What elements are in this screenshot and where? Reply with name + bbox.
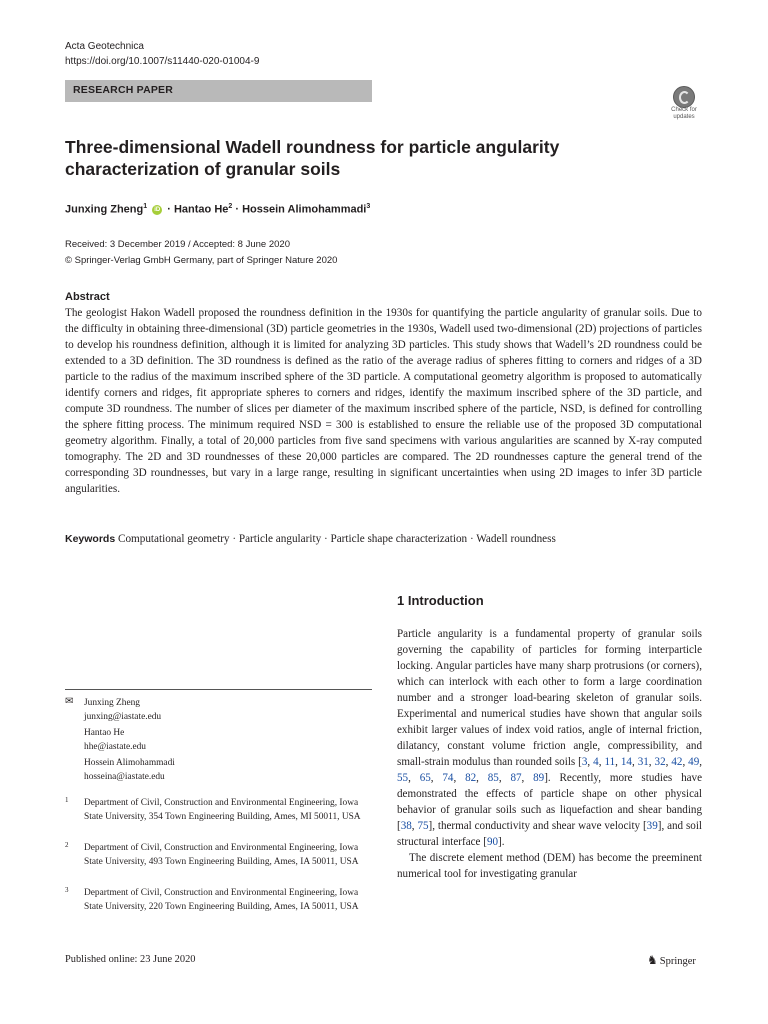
contact-entry: [84, 726, 374, 754]
citation-link[interactable]: 74: [442, 772, 454, 784]
keywords-label: Keywords: [65, 533, 116, 545]
citation-link[interactable]: 65: [419, 772, 431, 784]
doi-link[interactable]: https://doi.org/10.1007/s11440-020-01004-9: [65, 56, 260, 67]
contact-entry: [84, 756, 374, 784]
citation-link[interactable]: 42: [671, 756, 683, 768]
citation-link[interactable]: 55: [397, 772, 409, 784]
affiliation-text: Department of Civil, Construction and Environmental Engineering, Iowa State University, 493 Town Engineering Building, Ames, IA 50011, USA: [84, 843, 359, 867]
received-dates: Received: 3 December 2019 / Accepted: 8 June 2020: [65, 239, 290, 250]
check-for-updates-label: Check for updates: [671, 107, 697, 120]
author-name[interactable]: Junxing Zheng: [65, 203, 144, 216]
citation-link[interactable]: 75: [417, 820, 429, 832]
intro-text-run: . Recently, more studies have demonstrated the effects of particle shape on other physical behavior of granular soils such as liquefaction and shear banding: [397, 772, 703, 816]
citation-link[interactable]: 39: [646, 820, 658, 832]
intro-text-run: , thermal conductivity and shear wave velocity: [432, 820, 641, 832]
check-for-updates-icon: [673, 86, 695, 108]
citation-link[interactable]: 85: [487, 772, 499, 784]
published-date: Published online: 23 June 2020: [65, 954, 196, 965]
introduction-text: [397, 626, 702, 882]
author-affil-marker: 1: [143, 203, 148, 210]
citation-link[interactable]: 38: [400, 820, 412, 832]
affiliation-number: 1: [65, 796, 69, 804]
affiliation-text: Department of Civil, Construction and Environmental Engineering, Iowa State University, 220 Town Engineering Building, Ames, IA 50011, USA: [84, 888, 359, 912]
journal-name: Acta Geotechnica: [65, 41, 144, 52]
citation-link[interactable]: 49: [688, 756, 700, 768]
springer-horse-icon: ♞: [647, 953, 658, 967]
affiliation-number: 3: [65, 886, 69, 894]
intro-text-run: .: [501, 836, 505, 848]
section-heading-introduction: 1 Introduction: [397, 593, 484, 608]
keywords-list: Computational geometry · Particle angularity · Particle shape characterization · Wadell roundness: [117, 533, 556, 545]
contact-entry: [84, 696, 374, 724]
contact-email[interactable]: hosseina@iastate.edu: [84, 772, 165, 782]
intro-text-run: , and soil structural interface: [397, 820, 702, 848]
contact-email[interactable]: hhe@iastate.edu: [84, 742, 146, 752]
publisher-logo: [647, 953, 696, 968]
author-name[interactable]: Hossein Alimohammadi: [242, 203, 367, 216]
article-type-banner: [65, 80, 372, 102]
author-list: Junxing Zheng$^1$ iD · Hantao $He^2$ · Hossein Alimohammadi$^3$: [65, 203, 371, 216]
check-for-updates-badge[interactable]: [665, 86, 703, 124]
citation-link[interactable]: 11: [604, 756, 616, 768]
citation-group: [647, 820, 658, 832]
citation-group: [487, 836, 498, 848]
citation-link[interactable]: 90: [486, 836, 499, 848]
copyright-line: © Springer-Verlag GmbH Germany, part of Springer Nature 2020: [65, 255, 338, 266]
citation-group: 38, 75: [400, 820, 429, 832]
citation-link[interactable]: 3: [581, 756, 588, 768]
citation-group: 3, 4, 11, 14, 31, 32, 42, 49, 55, 65, 74, 82, 85, 87, 89: [397, 756, 703, 784]
citation-link[interactable]: 87: [510, 772, 522, 784]
orcid-icon[interactable]: iD: [154, 206, 161, 213]
intro-paragraph: The discrete element method (DEM) has become the preeminent numerical tool for investigating granular: [397, 852, 702, 880]
citation-link[interactable]: 89: [533, 772, 545, 784]
article-type-label: RESEARCH PAPER: [73, 84, 174, 96]
author-name[interactable]: Hantao He: [173, 203, 229, 216]
affiliation-text: Department of Civil, Construction and Environmental Engineering, Iowa State University, 354 Town Engineering Building, Ames, MI 50011, USA: [84, 798, 361, 822]
citation-link[interactable]: 82: [465, 772, 477, 784]
article-title: Three-dimensional Wadell roundness for particle angularity characterization of granular soils: [65, 137, 560, 179]
contact-email[interactable]: junxing@iastate.edu: [84, 712, 162, 722]
intro-paragraph: Particle angularity is a fundamental property of granular soils governing the capability of particles for forming interparticle locking. Angular particles have many sharp protrusions (or corners), which can interlock with each other to form a large coordination number and a stronger load-bearing skeleton of granular soils. Experimental and numerical studies have shown that angular soils exhibit larger values of index void ratios, angle of internal friction, dilatancy, constant volume friction angle, compressibility, and small-strain modulus than rounded soils [3, 4, 11, 14, 31, 32, 42, 49, 55, 65, 74, 82, 85, 87, 89]. Recently, more studies have demonstrated the effects of particle shape on other physical behavior of granular soils such as liquefaction and shear banding [38, 75], thermal conductivity and shear wave velocity [39], and soil structural interface [90].: [397, 628, 703, 848]
corresponding-contacts: [84, 696, 374, 786]
affiliation-number: 2: [65, 841, 69, 849]
abstract-text: The geologist Hakon Wadell proposed the roundness definition in the 1930s for quantifying the particle angularity of granular soils. Due to the difficulty in obtaining three-dimensional (3D) particle geometries in the 1930s, Wadell used two-dimensional (2D) projections of particles to develop his roundness definition, although it is limited for analyzing 3D particles. This study shows that Wadell’s 2D roundness could be extended to a 3D definition. The 3D roundness is defined as the ratio of the average radius of spheres fitting to corners and ridges of a 3D particle to the radius of the maximum inscribed sphere of the 3D particle. A computational geometry algorithm is proposed to automatically identify corners and ridges, fit appropriate spheres to corners and ridges, identify the maximum inscribed sphere of the 3D particle, and compute 3D roundness. The number of slices per diameter of the maximum inscribed sphere of the particle, NSD, is defined for controlling the sphere fitting process. The minimum required NSD = 300 is established to ensure the reliable use of the proposed 3D computational geometry algorithm. Finally, a total of 20,000 particles from five sand specimens with various angularities are scanned by X-ray computed tomography. The 2D and 3D roundnesses of these 20,000 particles are compared. The 2D roundnesses capture the general trend of the corresponding 3D roundnesses, but vary in a large range, resulting in significant uncertainties when using 2D images to infer 3D particle angularities.: [65, 307, 702, 495]
envelope-icon: ✉: [65, 696, 74, 707]
citation-link[interactable]: 14: [620, 756, 632, 768]
footnote-divider: [65, 689, 372, 690]
citation-link[interactable]: 31: [637, 756, 649, 768]
citation-link[interactable]: 32: [654, 756, 666, 768]
contact-name: Hossein Alimohammadi: [84, 758, 175, 768]
contact-name: Hantao He: [84, 728, 125, 738]
intro-text-run: Particle angularity is a fundamental property of granular soils governing the capability of particles for forming interparticle locking. Angular particles have many sharp protrusions (or corners), which can interlock with each other to form a large coordination number and a stronger load-bearing skeleton of granular soils. Experimental and numerical studies have shown that angular soils exhibit larger values of index void ratios, angle of internal friction, dilatancy, constant volume friction angle, compressibility, and small-strain modulus than rounded soils: [397, 628, 702, 768]
abstract-heading: Abstract: [65, 291, 110, 303]
publisher-name: Springer: [659, 956, 696, 967]
author-affil-marker: 3: [366, 203, 371, 210]
keywords-line: [65, 533, 705, 545]
citation-link[interactable]: 4: [593, 756, 599, 768]
author-affil-marker: 2: [228, 203, 233, 210]
contact-name: Junxing Zheng: [84, 698, 140, 708]
